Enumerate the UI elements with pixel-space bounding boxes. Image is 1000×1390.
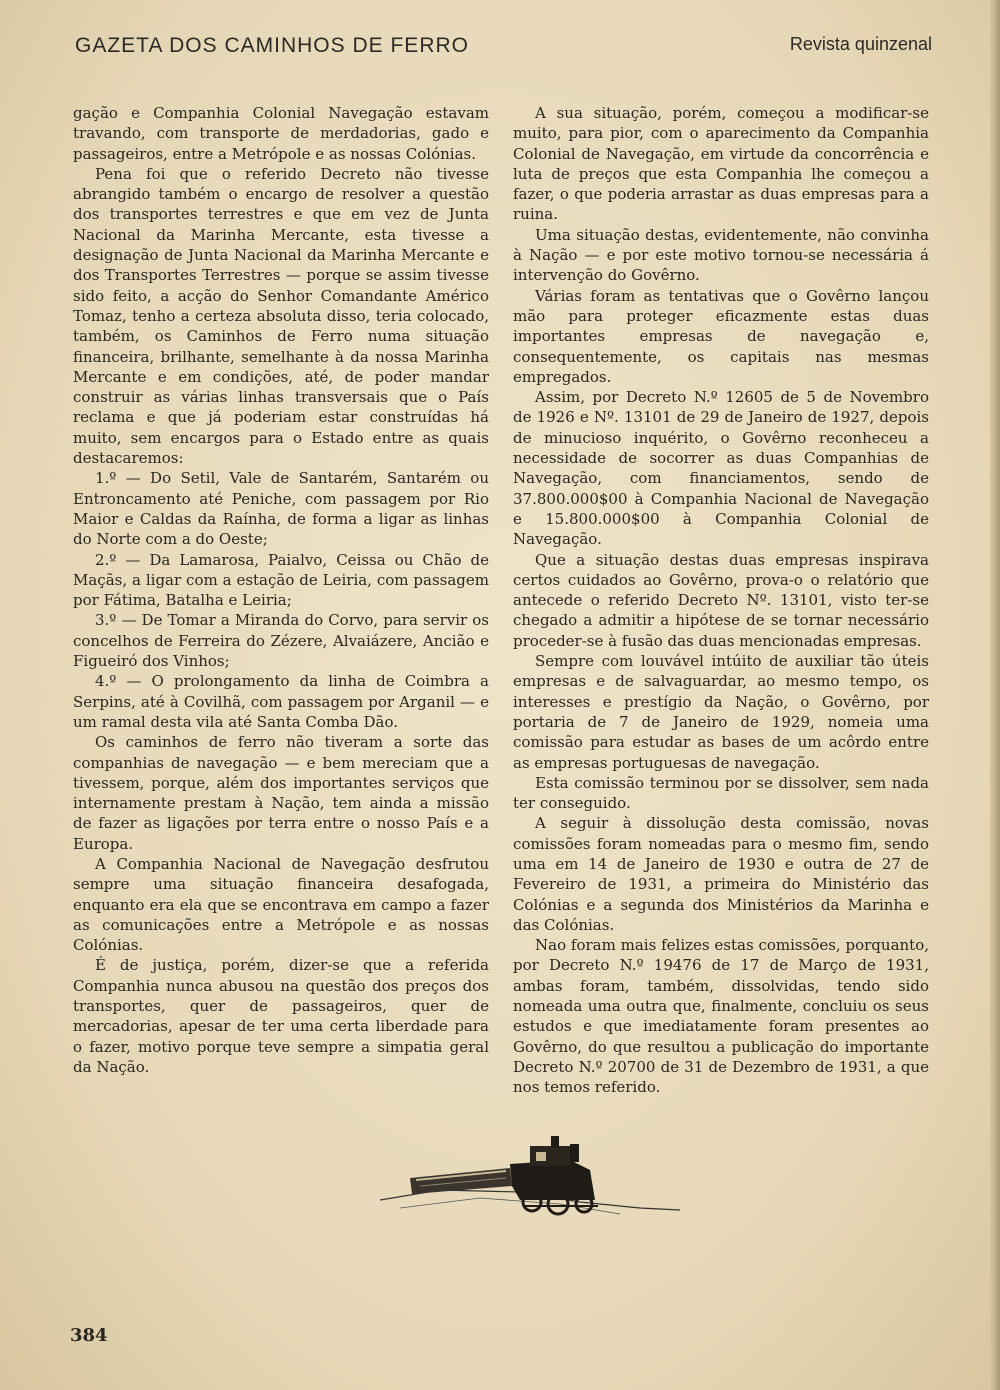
- paragraph: gação e Companhia Colonial Navegação estavam travando, com transporte de merdadorias, gado e passageiros, entre a Metrópole e as nossas Colónias.: [73, 104, 489, 163]
- paragraph: A sua situação, porém, começou a modificar-se muito, para pior, com o aparecimento da Companhia Colonial de Navegação, em virtude da concorrência e luta de preços que esta Companhia lhe começou a fazer, o que poderia arrastar as duas empresas para a ruina.: [513, 104, 929, 224]
- publication-subtitle: Revista quinzenal: [789, 34, 932, 54]
- paragraph: Uma situação destas, evidentemente, não convinha à Nação — e por este motivo tornou-se necessária á intervenção do Govêrno.: [513, 225, 929, 285]
- paragraph: 4.º — O prolongamento da linha de Coimbra a Serpins, até à Covilhã, com passagem por Arganil — e um ramal desta vila até Santa Comba Dão.: [73, 672, 489, 731]
- paragraph: Que a situação destas duas empresas inspirava certos cuidados ao Govêrno, prova-o o relatório que antecede o referido Decreto Nº. 13101, visto ter-se chegado a admitir a hipótese de se tornar necessário proceder-se à fusão das duas mencionadas empresas.: [513, 550, 929, 650]
- page-number: 384: [70, 1325, 108, 1346]
- paragraph: 2.º — Da Lamarosa, Paialvo, Ceissa ou Chão de Maçãs, a ligar com a estação de Leiria, com passagem por Fátima, Batalha e Leiria;: [73, 550, 489, 610]
- paragraph: Os caminhos de ferro não tiveram a sorte das companhias de navegação — e bem mereciam que a tivessem, porque, além dos importantes serviços que internamente prestam à Nação, tem ainda a missão de fazer as ligações por terra entre o nosso País e a Europa.: [73, 733, 489, 853]
- paragraph: Pena foi que o referido Decreto não tivesse abrangido também o encargo de resolver a questão dos transportes terrestres e que em vez de Junta Nacional da Marinha Mercante, esta tivesse a designação de Junta Nacional da Marinha Mercante e dos Transportes Terrestres — porque se assim tivesse sido feito, a acção do Senhor Comandante Américo Tomaz, tenho a certeza absoluta disso, teria colocado, também, os Caminhos de Ferro numa situação financeira, brilhante, semelhante à da nossa Marinha Mercante e em condições, até, de poder mandar construir as várias linhas transversais que o País reclama e que já poderiam estar construídas há muito, sem encargos para o Estado entre as quais destacaremos:: [73, 164, 489, 468]
- paragraph: Esta comissão terminou por se dissolver, sem nada ter conseguido.: [513, 773, 929, 813]
- publication-title: GAZETA DOS CAMINHOS DE FERRO: [75, 34, 469, 57]
- paragraph: É de justiça, porém, dizer-se que a referida Companhia nunca abusou na questão dos preços dos transportes, quer de passageiros, quer de mercadorias, apesar de ter uma certa liberdade para o fazer, motivo porque teve sempre a simpatia geral da Nação.: [73, 956, 489, 1076]
- paragraph: A seguir à dissolução desta comissão, novas comissões foram nomeadas para o mesmo fim, sendo uma em 14 de Janeiro de 1930 e outra de 27 de Fevereiro de 1931, a primeira do Ministério das Colónias e a segunda dos Ministérios da Marinha e das Colónias.: [513, 814, 929, 934]
- paragraph: 3.º — De Tomar a Miranda do Corvo, para servir os concelhos de Ferreira do Zézere, Alvaiázere, Ancião e Figueiró dos Vinhos;: [73, 611, 489, 671]
- left-column: [73, 103, 489, 1077]
- paragraph: Várias foram as tentativas que o Govêrno lançou mão para proteger eficazmente estas duas importantes empresas de navegação e, consequentemente, os capitais nas mesmas empregados.: [513, 286, 929, 386]
- steam-locomotive-illustration: [380, 1130, 680, 1230]
- paragraph: Assim, por Decreto N.º 12605 de 5 de Novembro de 1926 e Nº. 13101 de 29 de Janeiro de 1927, depois de minucioso inquérito, o Govêrno reconheceu a necessidade de socorrer as duas Companhias de Navegação, com financiamentos, sendo de 37.800.000$00 à Companhia Nacional de Navegação e 15.800.000$00 à Companhia Colonial de Navegação.: [513, 388, 929, 549]
- page-edge-shadow: [990, 0, 1000, 1390]
- right-column: [513, 103, 929, 1098]
- paragraph: A Companhia Nacional de Navegação desfrutou sempre uma situação financeira desafogada, enquanto era ela que se encontrava em campo a fazer as comunicações entre a Metrópole e as nossas Colónias.: [73, 854, 489, 955]
- paragraph: 1.º — Do Setil, Vale de Santarém, Santarém ou Entroncamento até Peniche, com passagem por Rio Maior e Caldas da Raínha, de forma a ligar as linhas do Norte com a do Oeste;: [73, 469, 489, 549]
- paragraph: Sempre com louvável intúito de auxiliar tão úteis empresas e de salvaguardar, ao mesmo tempo, os interesses e prestígio da Nação, o Govêrno, por portaria de 7 de Janeiro de 1929, nomeia uma comissão para estudar as bases de um acôrdo entre as empresas portuguesas de navegação.: [513, 652, 929, 772]
- paragraph: Nao foram mais felizes estas comissões, porquanto, por Decreto N.º 19476 de 17 de Março de 1931, ambas foram, também, dissolvidas, tendo sido nomeada uma outra que, finalmente, concluiu os seus estudos e que imediatamente foram presentes ao Govêrno, do que resultou a publicação do importante Decreto N.º 20700 de 31 de Dezembro de 1931, a que nos temos referido.: [513, 936, 929, 1097]
